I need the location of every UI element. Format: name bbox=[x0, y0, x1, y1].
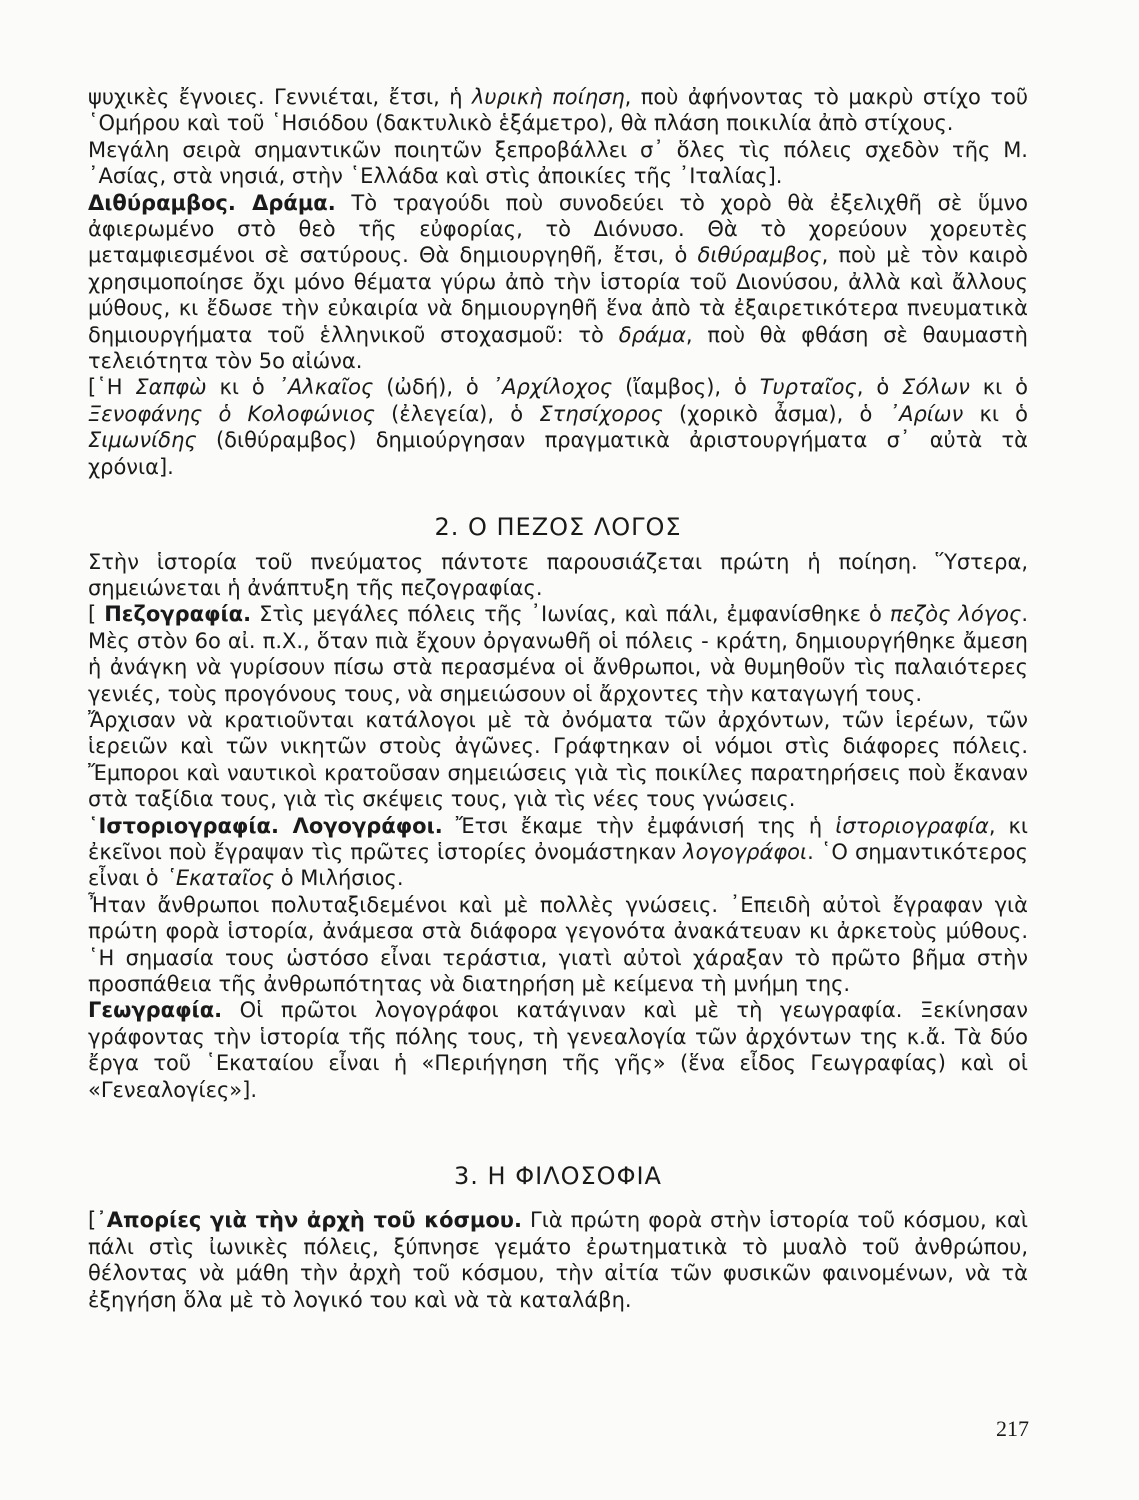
heading-origin-of-world: ᾽Απορίες γιὰ τὴν ἀρχὴ τοῦ κόσμου. bbox=[96, 1208, 522, 1233]
name-simonides: Σιμωνίδης bbox=[88, 428, 197, 453]
heading-dithyramb-drama: Διθύραμβος. Δράμα. bbox=[88, 190, 336, 215]
heading-historiography: ῾Ιστοριογραφία. Λογογράφοι. bbox=[88, 813, 443, 838]
term-drama: δράμα bbox=[618, 322, 686, 347]
paragraph-dithyramb-drama: Διθύραμβος. Δράμα. Τὸ τραγούδι ποὺ συνοδεύει τὸ χορὸ θὰ ἐξελιχθῆ σὲ ὕμνο ἀφιερωμένο στὸ θεὸ τῆς εὐφορίας, τὸ Διόνυσο. Θὰ τὸ χορεύουν χορευτὲς μεταμφιεσμένοι σὲ σατύρους. Θὰ δημιουργηθῆ, ἔτσι, ὁ διθύραμβος, ποὺ μὲ τὸν καιρὸ χρησιμοποίησε ὄχι μόνο θέματα γύρω ἀπὸ τὴν ἱστορία τοῦ Διονύσου, ἀλλὰ καὶ ἄλλους μύθους, κι ἔδωσε τὴν εὐκαιρία νὰ δημιουργηθῆ ἕνα ἀπὸ τὰ ἐξαιρετικότερα πνευματικὰ δημιουργήματα τοῦ ἑλληνικοῦ στοχασμοῦ: τὸ δράμα, ποὺ θὰ φθάση σὲ θαυμαστὴ τελειότητα τὸν 5ο αἰώνα. bbox=[88, 190, 1028, 374]
term-lyric-poetry: λυρικὴ ποίηση bbox=[471, 85, 625, 109]
section-title-prose: 2. Ο ΠΕΖΟΣ ΛΟΓΟΣ bbox=[434, 513, 682, 542]
name-solon: Σόλων bbox=[902, 375, 970, 400]
paragraph-catalogues: Ἄρχισαν νὰ κρατιοῦνται κατάλογοι μὲ τὰ ὀνόματα τῶν ἀρχόντων, τῶν ἱερέων, τῶν ἱερειῶν καὶ τῶν νικητῶν στοὺς ἀγῶνες. Γράφτηκαν οἱ νόμοι στὶς διάφορες πόλεις. Ἔμποροι καὶ ναυτικοὶ κρατοῦσαν σημειώσεις γιὰ τὶς ποικίλες παρατηρήσεις ποὺ ἔκαναν στὰ ταξίδια τους, γιὰ τὶς σκέψεις τους, γιὰ τὶς νέες τους γνώσεις. bbox=[88, 707, 1028, 812]
section-title-philosophy: 3. Η ΦΙΛΟΣΟΦΙΑ bbox=[454, 1162, 662, 1191]
term-prose: πεζὸς λόγος bbox=[889, 602, 1022, 627]
paragraph-prose-intro: Στὴν ἱστορία τοῦ πνεύματος πάντοτε παρουσιάζεται πρώτη ἡ ποίηση. Ὕστερα, σημειώνεται ἡ ἀνάπτυξη τῆς πεζογραφίας. bbox=[88, 549, 1028, 600]
page-number: 217 bbox=[996, 1416, 1029, 1441]
name-xenophanes: Ξενοφάνης ὁ Κολοφώνιος bbox=[88, 401, 375, 426]
term-historiography: ἱστοριογραφία bbox=[835, 813, 989, 838]
paragraph-poets: Μεγάλη σειρὰ σημαντικῶν ποιητῶν ξεπροβάλλει σ᾽ ὅλες τὶς πόλεις σχεδὸν τῆς Μ. ᾽Ασίας, στὰ νησιά, στὴν ῾Ελλάδα καὶ στὶς ἀποικίες τῆς ᾽Ιταλίας]. bbox=[88, 137, 1028, 189]
page-body bbox=[88, 84, 1028, 1313]
name-alcaeus: ᾽Αλκαῖος bbox=[277, 375, 374, 400]
paragraph-lyric-poetry: ψυχικὲς ἔγνοιες. Γεννιέται, ἔτσι, ἡ λυρικὴ ποίηση, ποὺ ἀφήνοντας τὸ μακρὺ στίχο τοῦ ῾Ομήρου καὶ τοῦ ῾Ησιόδου (δακτυλικὸ ἑξάμετρο), θὰ πλάση ποικιλία ἀπὸ στίχους. bbox=[88, 85, 1028, 136]
paragraph-prose-writing: [ Πεζογραφία. Στὶς μεγάλες πόλεις τῆς ᾽Ιωνίας, καὶ πάλι, ἐμφανίσθηκε ὁ πεζὸς λόγος. Μὲς στὸν 6ο αἰ. π.Χ., ὅταν πιὰ ἔχουν ὀργανωθῆ οἱ πόλεις - κράτη, δημιουργήθηκε ἄμεση ἡ ἀνάγκη νὰ γυρίσουν πίσω στὰ περασμένα οἱ ἄνθρωποι, νὰ θυμηθοῦν τὶς παλαιότερες γενιές, τοὺς προγόνους τους, νὰ σημειώσουν οἱ ἄρχοντες τὴν καταγωγή τους. bbox=[88, 602, 1028, 706]
name-arion: ᾽Αρίων bbox=[888, 401, 964, 426]
heading-geography: Γεωγραφία. bbox=[88, 998, 223, 1023]
paragraph-poet-list: [῾Η Σαπφὼ κι ὁ ᾽Αλκαῖος (ὠδή), ὁ ᾽Αρχίλοχος (ἴαμβος), ὁ Τυρταῖος, ὁ Σόλων κι ὁ Ξενοφάνης ὁ Κολοφώνιος (ἐλεγεία), ὁ Στησίχορος (χορικὸ ἆσμα), ὁ ᾽Αρίων κι ὁ Σιμωνίδης (διθύραμβος) δημιούργησαν πραγματικὰ ἀριστουργήματα σ᾽ αὐτὰ τὰ χρόνια]. bbox=[88, 375, 1029, 479]
paragraph-geography: Γεωγραφία. Οἱ πρῶτοι λογογράφοι κατάγιναν καὶ μὲ τὴ γεωγραφία. Ξεκίνησαν γράφοντας τὴν ἱστορία τῆς πόλης τους, τὴ γενεαλογία τῶν ἀρχόντων της κ.ἄ. Τὰ δύο ἔργα τοῦ ῾Εκαταίου εἶναι ἡ «Περιήγηση τῆς γῆς» (ἕνα εἶδος Γεωγραφίας) καὶ οἱ «Γενεαλογίες»]. bbox=[88, 998, 1028, 1102]
term-dithyramb: διθύραμβος bbox=[697, 243, 822, 268]
paragraph-historiography: ῾Ιστοριογραφία. Λογογράφοι. Ἔτσι ἔκαμε τὴν ἐμφάνισή της ἡ ἱστοριογραφία, κι ἐκεῖνοι ποὺ ἔγραψαν τὶς πρῶτες ἱστορίες ὀνομάστηκαν λογογράφοι. ῾Ο σημαντικότερος εἶναι ὁ ῾Εκαταῖος ὁ Μιλήσιος. bbox=[88, 813, 1028, 891]
name-tyrtaeus: Τυρταῖος bbox=[759, 375, 857, 400]
name-archilochus: ᾽Αρχίλοχος bbox=[491, 375, 613, 400]
paragraph-origin-of-world: [᾽Απορίες γιὰ τὴν ἀρχὴ τοῦ κόσμου. Γιὰ πρώτη φορὰ στὴν ἱστορία τοῦ κόσμου, καὶ πάλι στὶς ἰωνικὲς πόλεις, ξύπνησε γεμάτο ἐρωτηματικὰ τὸ μυαλὸ τοῦ ἀνθρώπου, θέλοντας νὰ μάθη τὴν ἀρχὴ τοῦ κόσμου, τὴν αἰτία τῶν φυσικῶν φαινομένων, νὰ τὰ ἐξηγήση ὅλα μὲ τὸ λογικό του καὶ νὰ τὰ καταλάβη. bbox=[88, 1208, 1028, 1312]
name-stesichorus: Στησίχορος bbox=[539, 401, 663, 426]
paragraph-travellers: Ἦταν ἄνθρωποι πολυταξιδεμένοι καὶ μὲ πολλὲς γνώσεις. ᾽Επειδὴ αὐτοὶ ἔγραφαν γιὰ πρώτη φορὰ ἱστορία, ἀνάμεσα στὰ διάφορα γεγονότα ἀνακάτευαν κι ἀρκετοὺς μύθους. ῾Η σημασία τους ὡστόσο εἶναι τεράστια, γιατὶ αὐτοὶ χάραξαν τὸ πρῶτο βῆμα στὴν προσπάθεια τῆς ἀνθρωπότητας νὰ διατηρήση μὲ κείμενα τὴ μνήμη της. bbox=[88, 892, 1028, 996]
heading-prose-writing: Πεζογραφία. bbox=[104, 602, 252, 627]
name-sappho: Σαπφὼ bbox=[135, 375, 207, 400]
name-hecataeus: ῾Εκαταῖος bbox=[165, 866, 275, 891]
term-logographers: λογογράφοι bbox=[683, 839, 808, 864]
